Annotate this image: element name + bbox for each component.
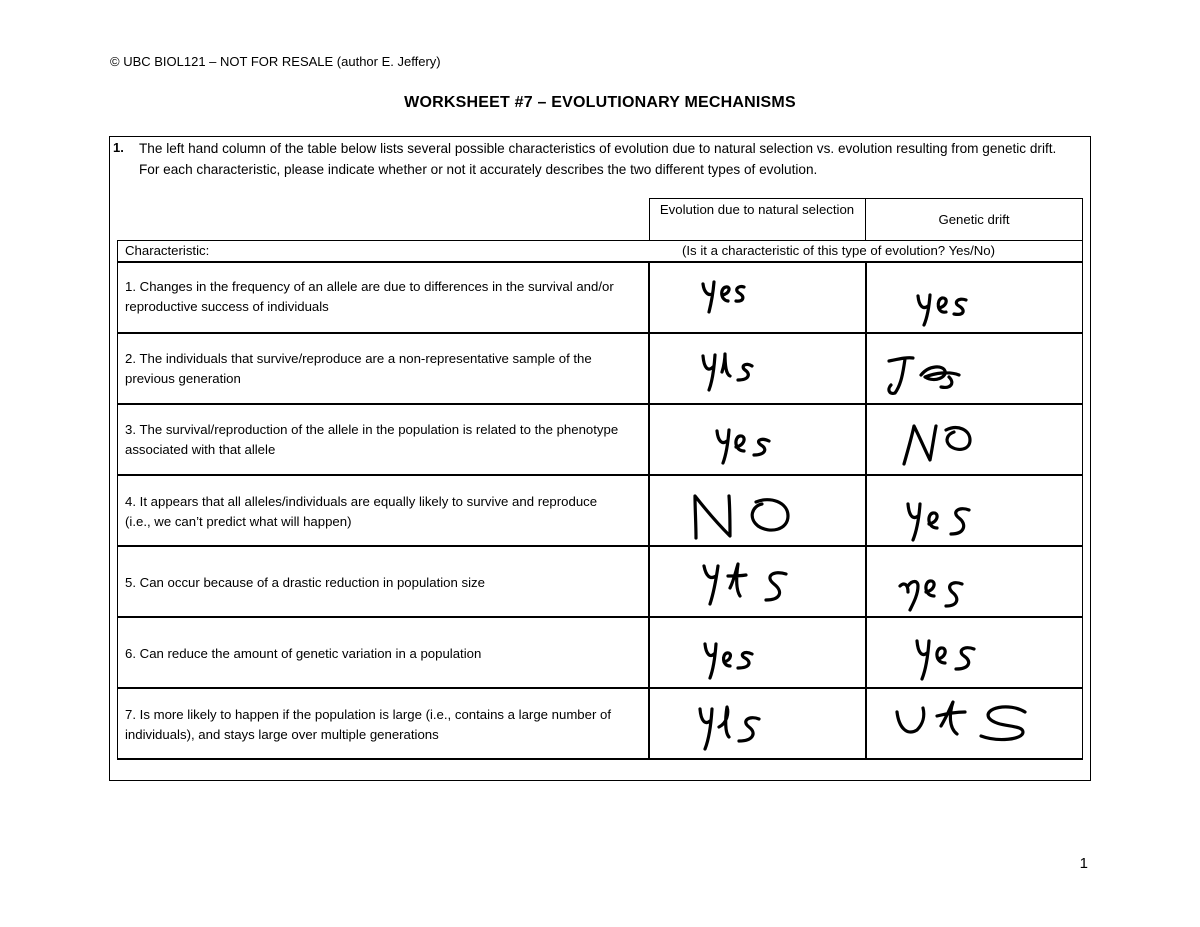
- table-line: [649, 198, 650, 241]
- table-line: [1082, 198, 1083, 760]
- table-line: [865, 261, 867, 760]
- worksheet-title: WORKSHEET #7 – EVOLUTIONARY MECHANISMS: [404, 94, 796, 111]
- question-number: 1.: [113, 140, 124, 155]
- handwritten-answer-row7-natural-selection: [697, 705, 767, 755]
- characteristic-row-7: 7. Is more likely to happen if the population is large (i.e., contains a large number of individuals), and stays large over multiple generations: [125, 707, 612, 742]
- table-line: [117, 474, 1083, 476]
- question-text: The left hand column of the table below lists several possible characteristics of evolution due to natural selection vs. evolution resulting from genetic drift. For each characteristic, please indicate whether or not it accurately describes the two different types of evolution.: [139, 141, 1057, 177]
- handwritten-answer-row4-genetic-drift: [905, 498, 985, 548]
- characteristic-row-3: 3. The survival/reproduction of the allele in the population is related to the phenotype associated with that allele: [125, 422, 619, 457]
- handwritten-answer-row1-genetic-drift: [915, 290, 975, 330]
- characteristic-row-5: 5. Can occur because of a drastic reduction in population size: [125, 575, 485, 590]
- handwritten-answer-row4-natural-selection: [690, 490, 800, 545]
- table-line: [117, 403, 1083, 405]
- handwritten-answer-row3-genetic-drift: [900, 420, 980, 470]
- table-line: [117, 687, 1083, 689]
- handwritten-answer-row6-genetic-drift: [914, 637, 984, 685]
- table-line: [117, 240, 118, 760]
- handwritten-answer-row6-natural-selection: [702, 640, 762, 685]
- handwritten-answer-row1-natural-selection: [700, 278, 760, 318]
- handwritten-answer-row5-natural-selection: [700, 562, 800, 612]
- table-line: [117, 758, 1083, 760]
- copyright-notice: © UBC BIOL121 – NOT FOR RESALE (author E. Jeffery): [110, 54, 441, 69]
- handwritten-answer-row3-natural-selection: [714, 425, 784, 470]
- handwritten-answer-row5-genetic-drift: [898, 572, 978, 617]
- table-line: [648, 261, 650, 760]
- table-line: [117, 332, 1083, 334]
- handwritten-answer-row2-genetic-drift: [885, 355, 965, 400]
- characteristic-label: Characteristic:: [125, 243, 210, 258]
- handwritten-answer-row2-natural-selection: [700, 352, 760, 394]
- handwritten-answer-row7-genetic-drift: [893, 700, 1033, 750]
- characteristic-row-4: 4. It appears that all alleles/individuals are equally likely to survive and reproduce (i.e., we can’t predict what will happen): [125, 494, 598, 529]
- characteristic-row-1: 1. Changes in the frequency of an allele are due to differences in the survival and/or reproductive success of individuals: [125, 279, 614, 314]
- column-header-natural-selection: Evolution due to natural selection: [659, 202, 855, 217]
- table-line: [117, 261, 1083, 263]
- characteristic-row-2: 2. The individuals that survive/reproduce are a non-representative sample of the previous generation: [125, 351, 592, 386]
- page-number: 1: [1079, 855, 1088, 872]
- characteristic-row-6: 6. Can reduce the amount of genetic variation in a population: [125, 646, 482, 661]
- column-header-genetic-drift: Genetic drift: [938, 212, 1010, 227]
- answer-prompt: (Is it a characteristic of this type of evolution? Yes/No): [682, 243, 995, 258]
- table-line: [649, 198, 1083, 199]
